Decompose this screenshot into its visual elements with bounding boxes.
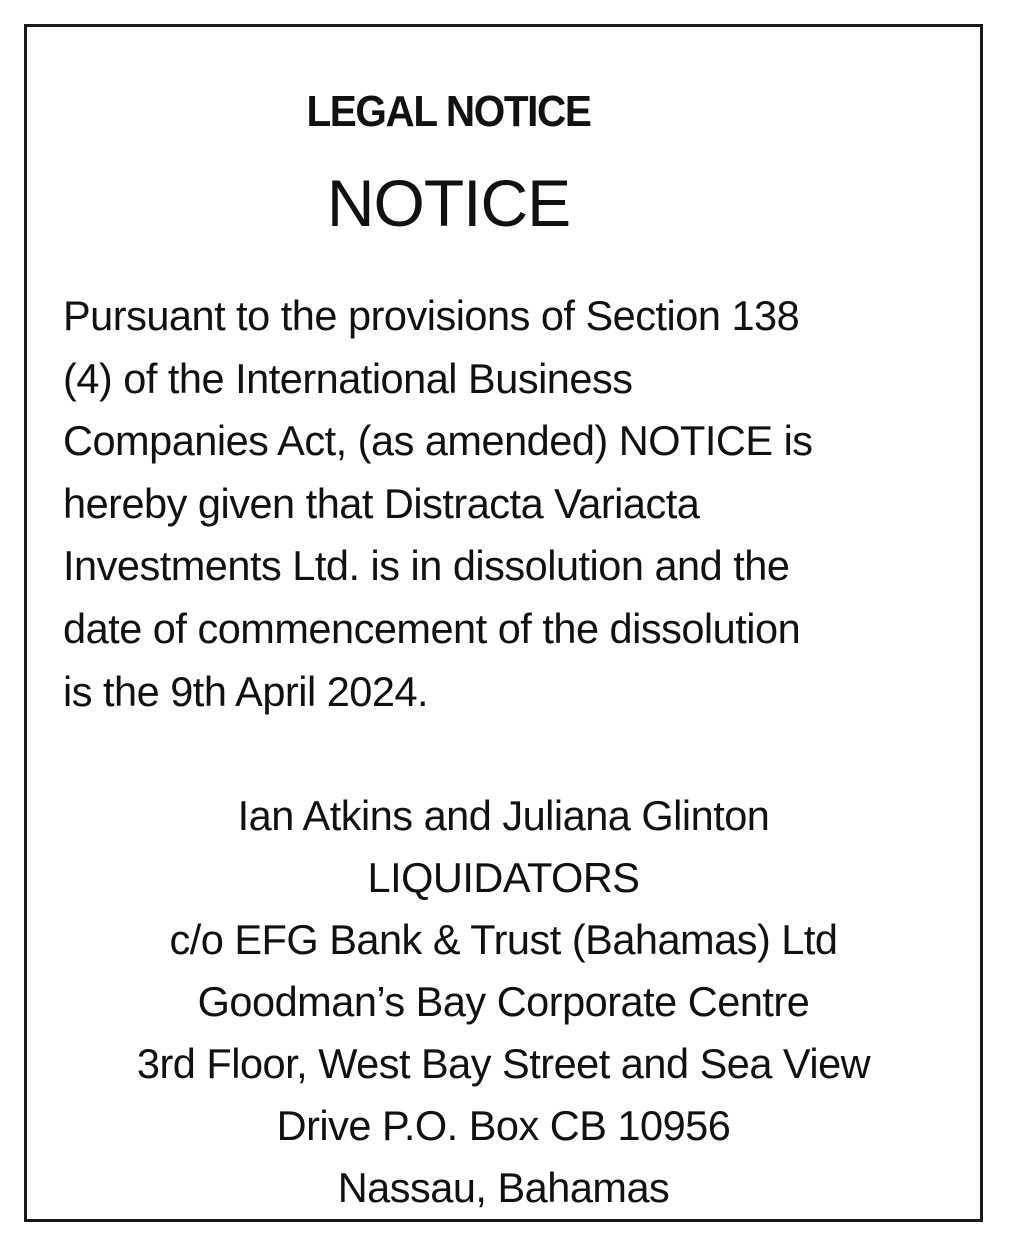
- address-line: Nassau, Bahamas: [337, 1164, 670, 1211]
- notice-heading: NOTICE: [326, 166, 571, 240]
- address-line: Goodman’s Bay Corporate Centre: [197, 978, 810, 1025]
- liquidators-title: LIQUIDATORS: [367, 854, 640, 901]
- notice-body: [63, 285, 983, 723]
- body-line: is the 9th April 2024.: [63, 667, 429, 715]
- address-line: Drive P.O. Box CB 10956: [276, 1102, 731, 1149]
- liquidators-signature-block: [27, 785, 980, 1219]
- address-line: c/o EFG Bank & Trust (Bahamas) Ltd: [169, 916, 838, 963]
- body-line: hereby given that Distracta Variacta: [63, 479, 700, 527]
- address-line: 3rd Floor, West Bay Street and Sea View: [136, 1040, 871, 1087]
- liquidator-names: Ian Atkins and Juliana Glinton: [237, 792, 770, 839]
- legal-notice-heading: LEGAL NOTICE: [306, 87, 591, 136]
- body-line: Investments Ltd. is in dissolution and the: [63, 542, 790, 590]
- body-line: Pursuant to the provisions of Section 138: [63, 292, 800, 339]
- body-line: Companies Act, (as amended) NOTICE is: [63, 417, 813, 465]
- body-line: (4) of the International Business: [63, 354, 633, 402]
- notice-border-frame: [24, 24, 983, 1222]
- body-line: date of commencement of the dissolution: [63, 604, 801, 652]
